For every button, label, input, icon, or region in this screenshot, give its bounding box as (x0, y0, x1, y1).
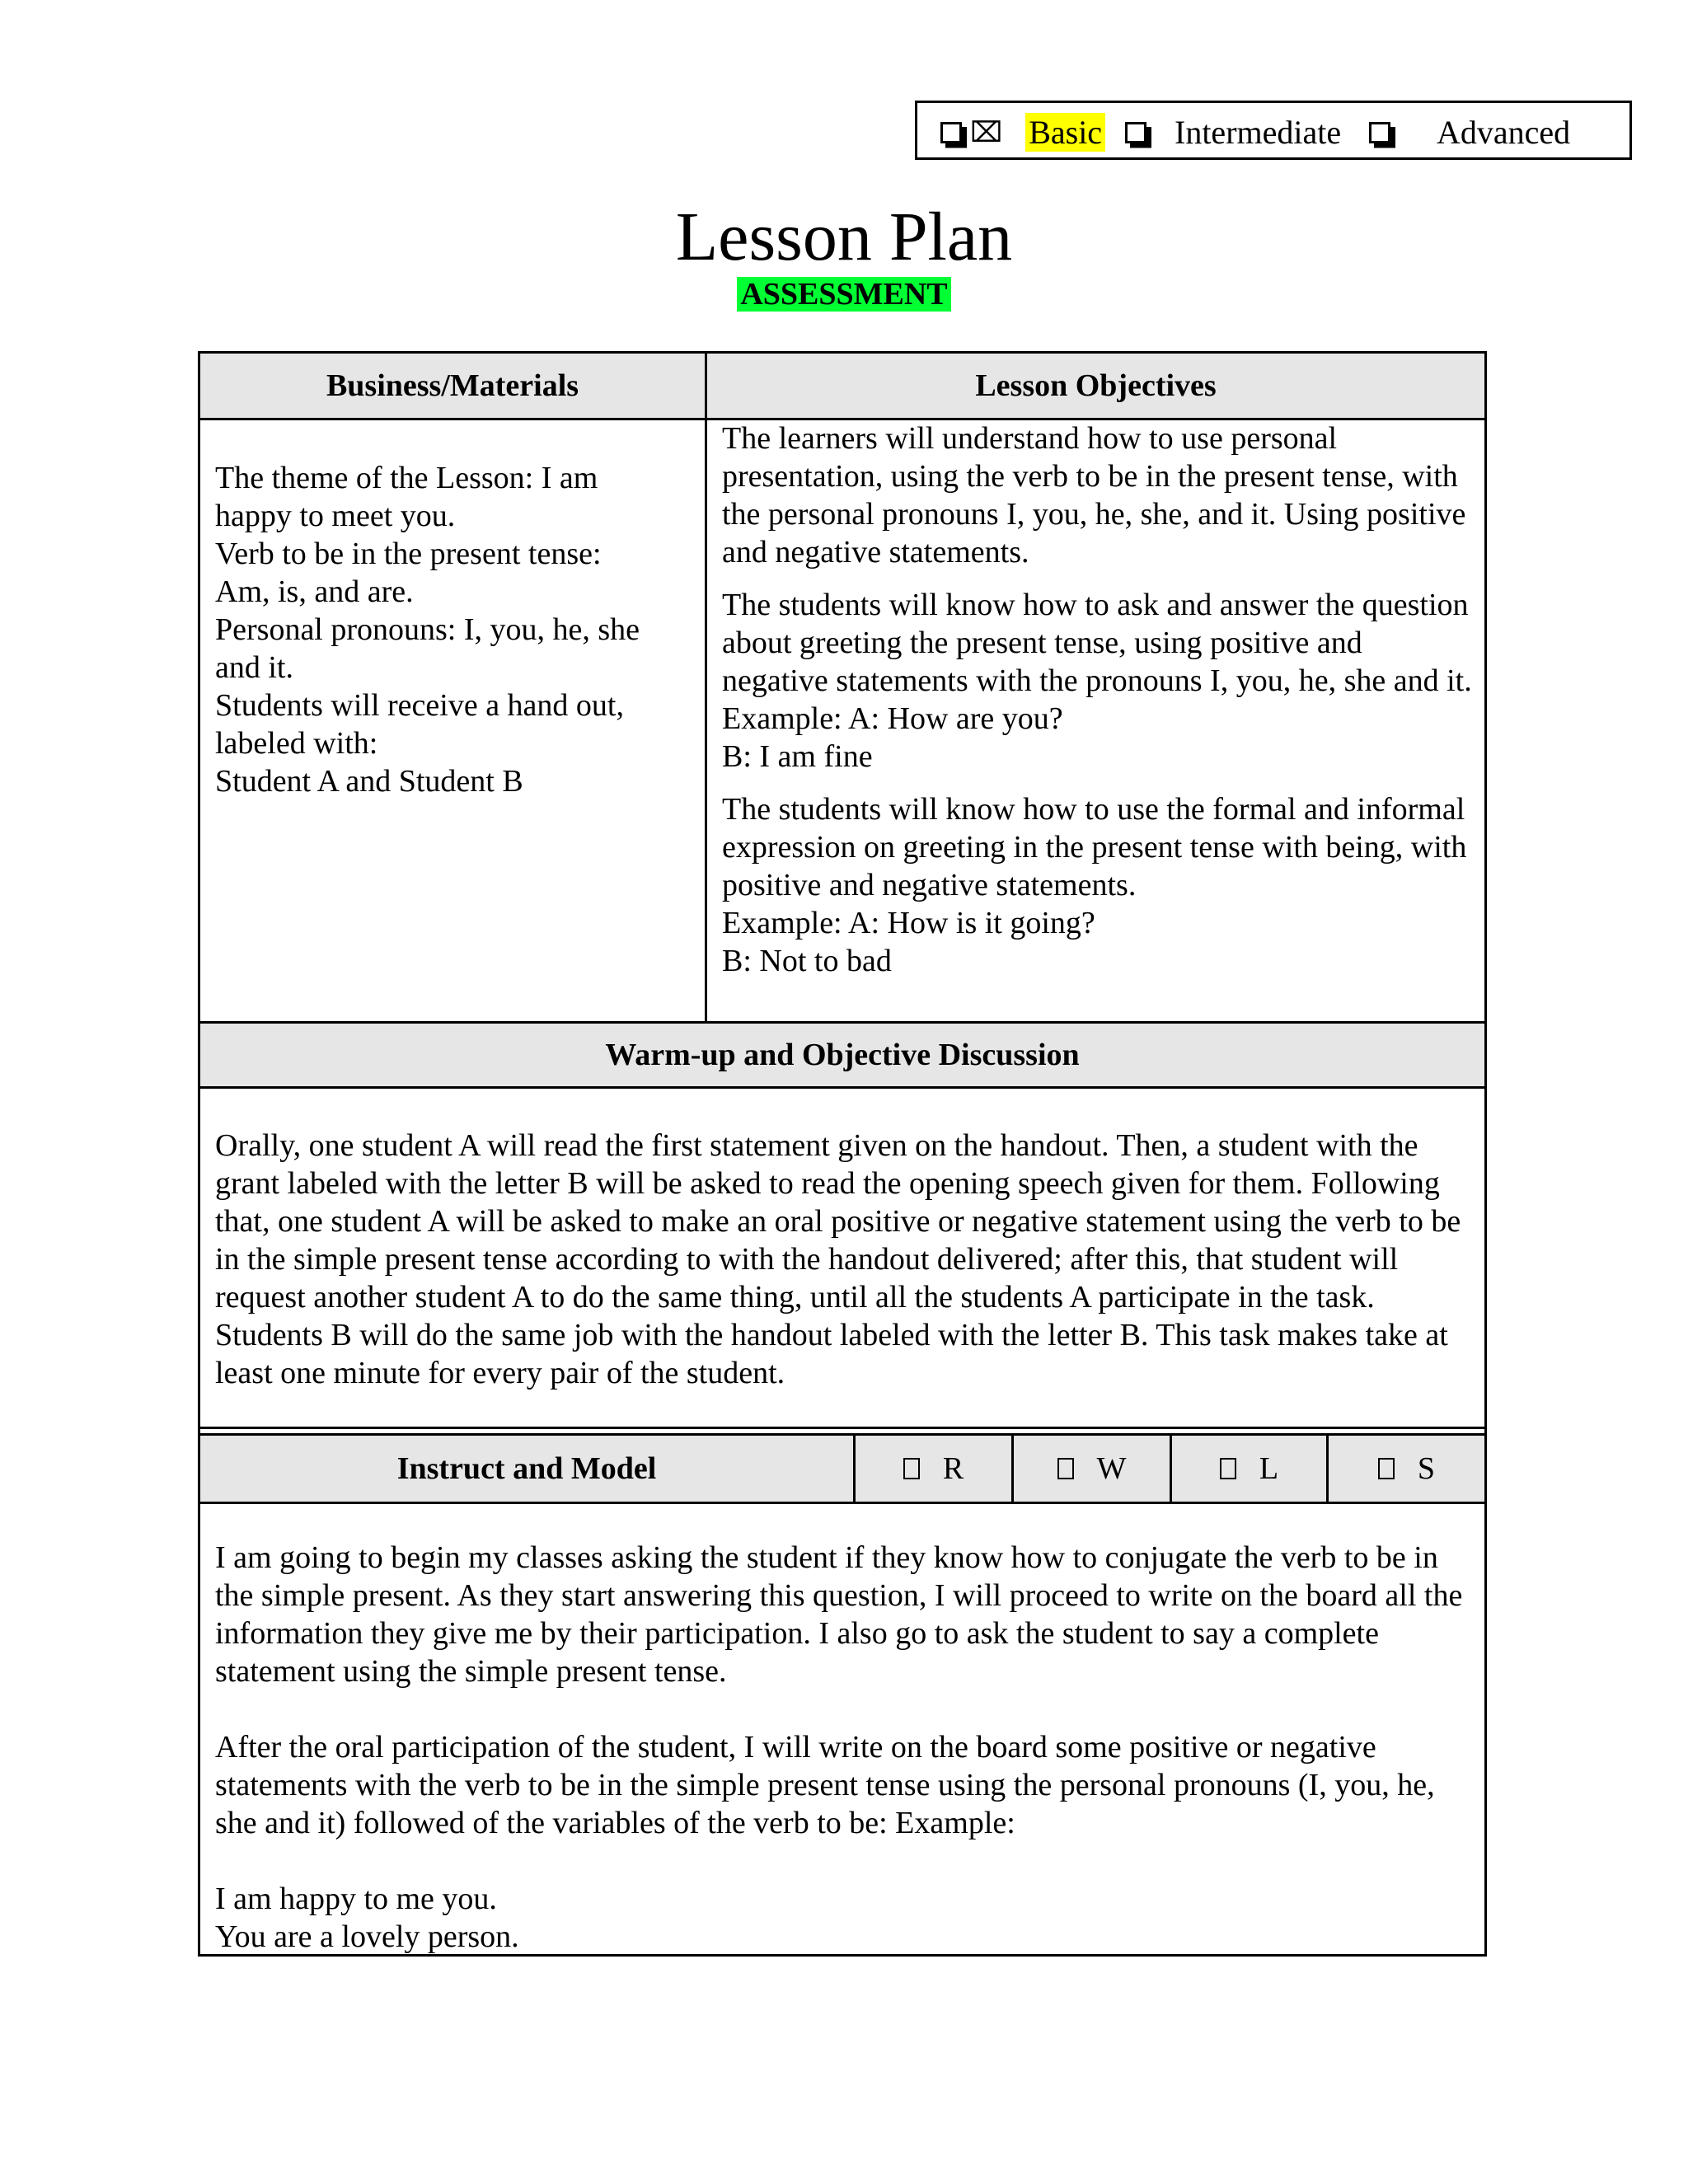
business-line: happy to meet you. (215, 499, 456, 533)
checkbox-icon[interactable] (940, 122, 962, 143)
skill-reading[interactable] (856, 1436, 1011, 1502)
business-line: Student A and Student B (215, 764, 523, 799)
divider (705, 354, 707, 1021)
checked-mark-icon: ⌧ (970, 117, 1003, 148)
lesson-objectives-cell (722, 419, 1474, 980)
page-subtitle (0, 275, 1688, 313)
instruct-paragraph: I am going to begin my classes asking the student if they know how to conjugate the verb to be in the simple present. As they start answering this question, I will proceed to write on the board all the information they give me by their participation. I also go to ask the student to say a complete statement using the simple present tense. (215, 1540, 1463, 1689)
business-line: The theme of the Lesson: I am (215, 461, 598, 495)
objective-example: B: I am fine (722, 739, 873, 774)
page-title: Lesson Plan (675, 199, 1013, 275)
objective-paragraph: The students will know how to ask and answer the question about greeting the present tense, using positive and negative statements with the pronouns I, you, he, she and it. (722, 588, 1472, 698)
level-advanced[interactable] (1369, 113, 1570, 152)
warmup-header: Warm-up and Objective Discussion (200, 1024, 1484, 1086)
business-materials-cell (215, 459, 701, 800)
warmup-text: Orally, one student A will read the first statement given on the handout. Then, a student with the grant labeled with the letter B will be asked to read the opening speech given for them. Following that, one student A will be asked to make an oral positive or negative statement using the verb to be in the simple present tense according to with the handout delivered; after this, that student will request another student A to do the same thing, until all the students A participate in the task. Students B will do the same job with the handout labeled with the letter B. This task makes take at least one minute for every pair of the student. (215, 1128, 1461, 1390)
skill-label: L (1259, 1451, 1279, 1486)
business-line: Personal pronouns: I, you, he, she (215, 612, 640, 647)
objective-paragraph: The students will know how to use the formal and informal expression on greeting in the present tense with being, with positive and negative statements. (722, 792, 1467, 902)
example-statement: I am happy to me you. (215, 1882, 497, 1916)
skill-writing[interactable] (1014, 1436, 1170, 1502)
skill-listening[interactable] (1172, 1436, 1326, 1502)
divider (200, 1086, 1484, 1089)
checkbox-icon[interactable] (1369, 122, 1390, 143)
business-line: Am, is, and are. (215, 574, 414, 609)
business-header: Business/Materials (200, 354, 705, 418)
skill-label: S (1417, 1451, 1436, 1486)
instruct-content (215, 1539, 1476, 1956)
instruct-paragraph: After the oral participation of the student, I will write on the board some positive or negative statements with the verb to be in the simple present tense using the personal pronouns (I, you, he, she and it) followed of the variables of the verb to be: Example: (215, 1730, 1435, 1840)
checkbox-icon[interactable] (1125, 122, 1146, 143)
level-selector (915, 101, 1632, 160)
checkbox-icon[interactable] (903, 1458, 920, 1479)
skill-speaking[interactable] (1329, 1436, 1484, 1502)
checkbox-icon[interactable] (1220, 1458, 1236, 1479)
business-line: Students will receive a hand out, (215, 688, 624, 723)
subtitle-text: ASSESSMENT (737, 277, 950, 312)
objective-paragraph: The learners will understand how to use personal presentation, using the verb to be in the present tense, with the personal pronouns I, you, he, she, and it. Using positive and negative statements. (722, 421, 1466, 569)
objective-example: B: Not to bad (722, 944, 892, 978)
business-line: and it. (215, 650, 293, 685)
level-advanced-label: Advanced (1437, 114, 1571, 151)
divider (200, 1502, 1484, 1504)
instruct-header: Instruct and Model (396, 1451, 657, 1486)
level-basic[interactable] (940, 113, 1105, 152)
objective-example: Example: A: How are you? (722, 701, 1063, 736)
objective-example: Example: A: How is it going? (722, 906, 1095, 940)
level-intermediate[interactable] (1125, 113, 1341, 152)
checkbox-icon[interactable] (1057, 1458, 1074, 1479)
lesson-table (198, 351, 1487, 1957)
business-line: labeled with: (215, 726, 378, 761)
level-basic-label: Basic (1025, 113, 1105, 152)
business-line: Verb to be in the present tense: (215, 537, 602, 571)
objectives-header: Lesson Objectives (707, 354, 1484, 418)
checkbox-icon[interactable] (1378, 1458, 1395, 1479)
example-statement: You are a lovely person. (215, 1919, 519, 1954)
level-intermediate-label: Intermediate (1175, 114, 1342, 151)
skill-label: W (1096, 1451, 1127, 1486)
divider (200, 1427, 1484, 1429)
skill-label: R (942, 1451, 964, 1486)
